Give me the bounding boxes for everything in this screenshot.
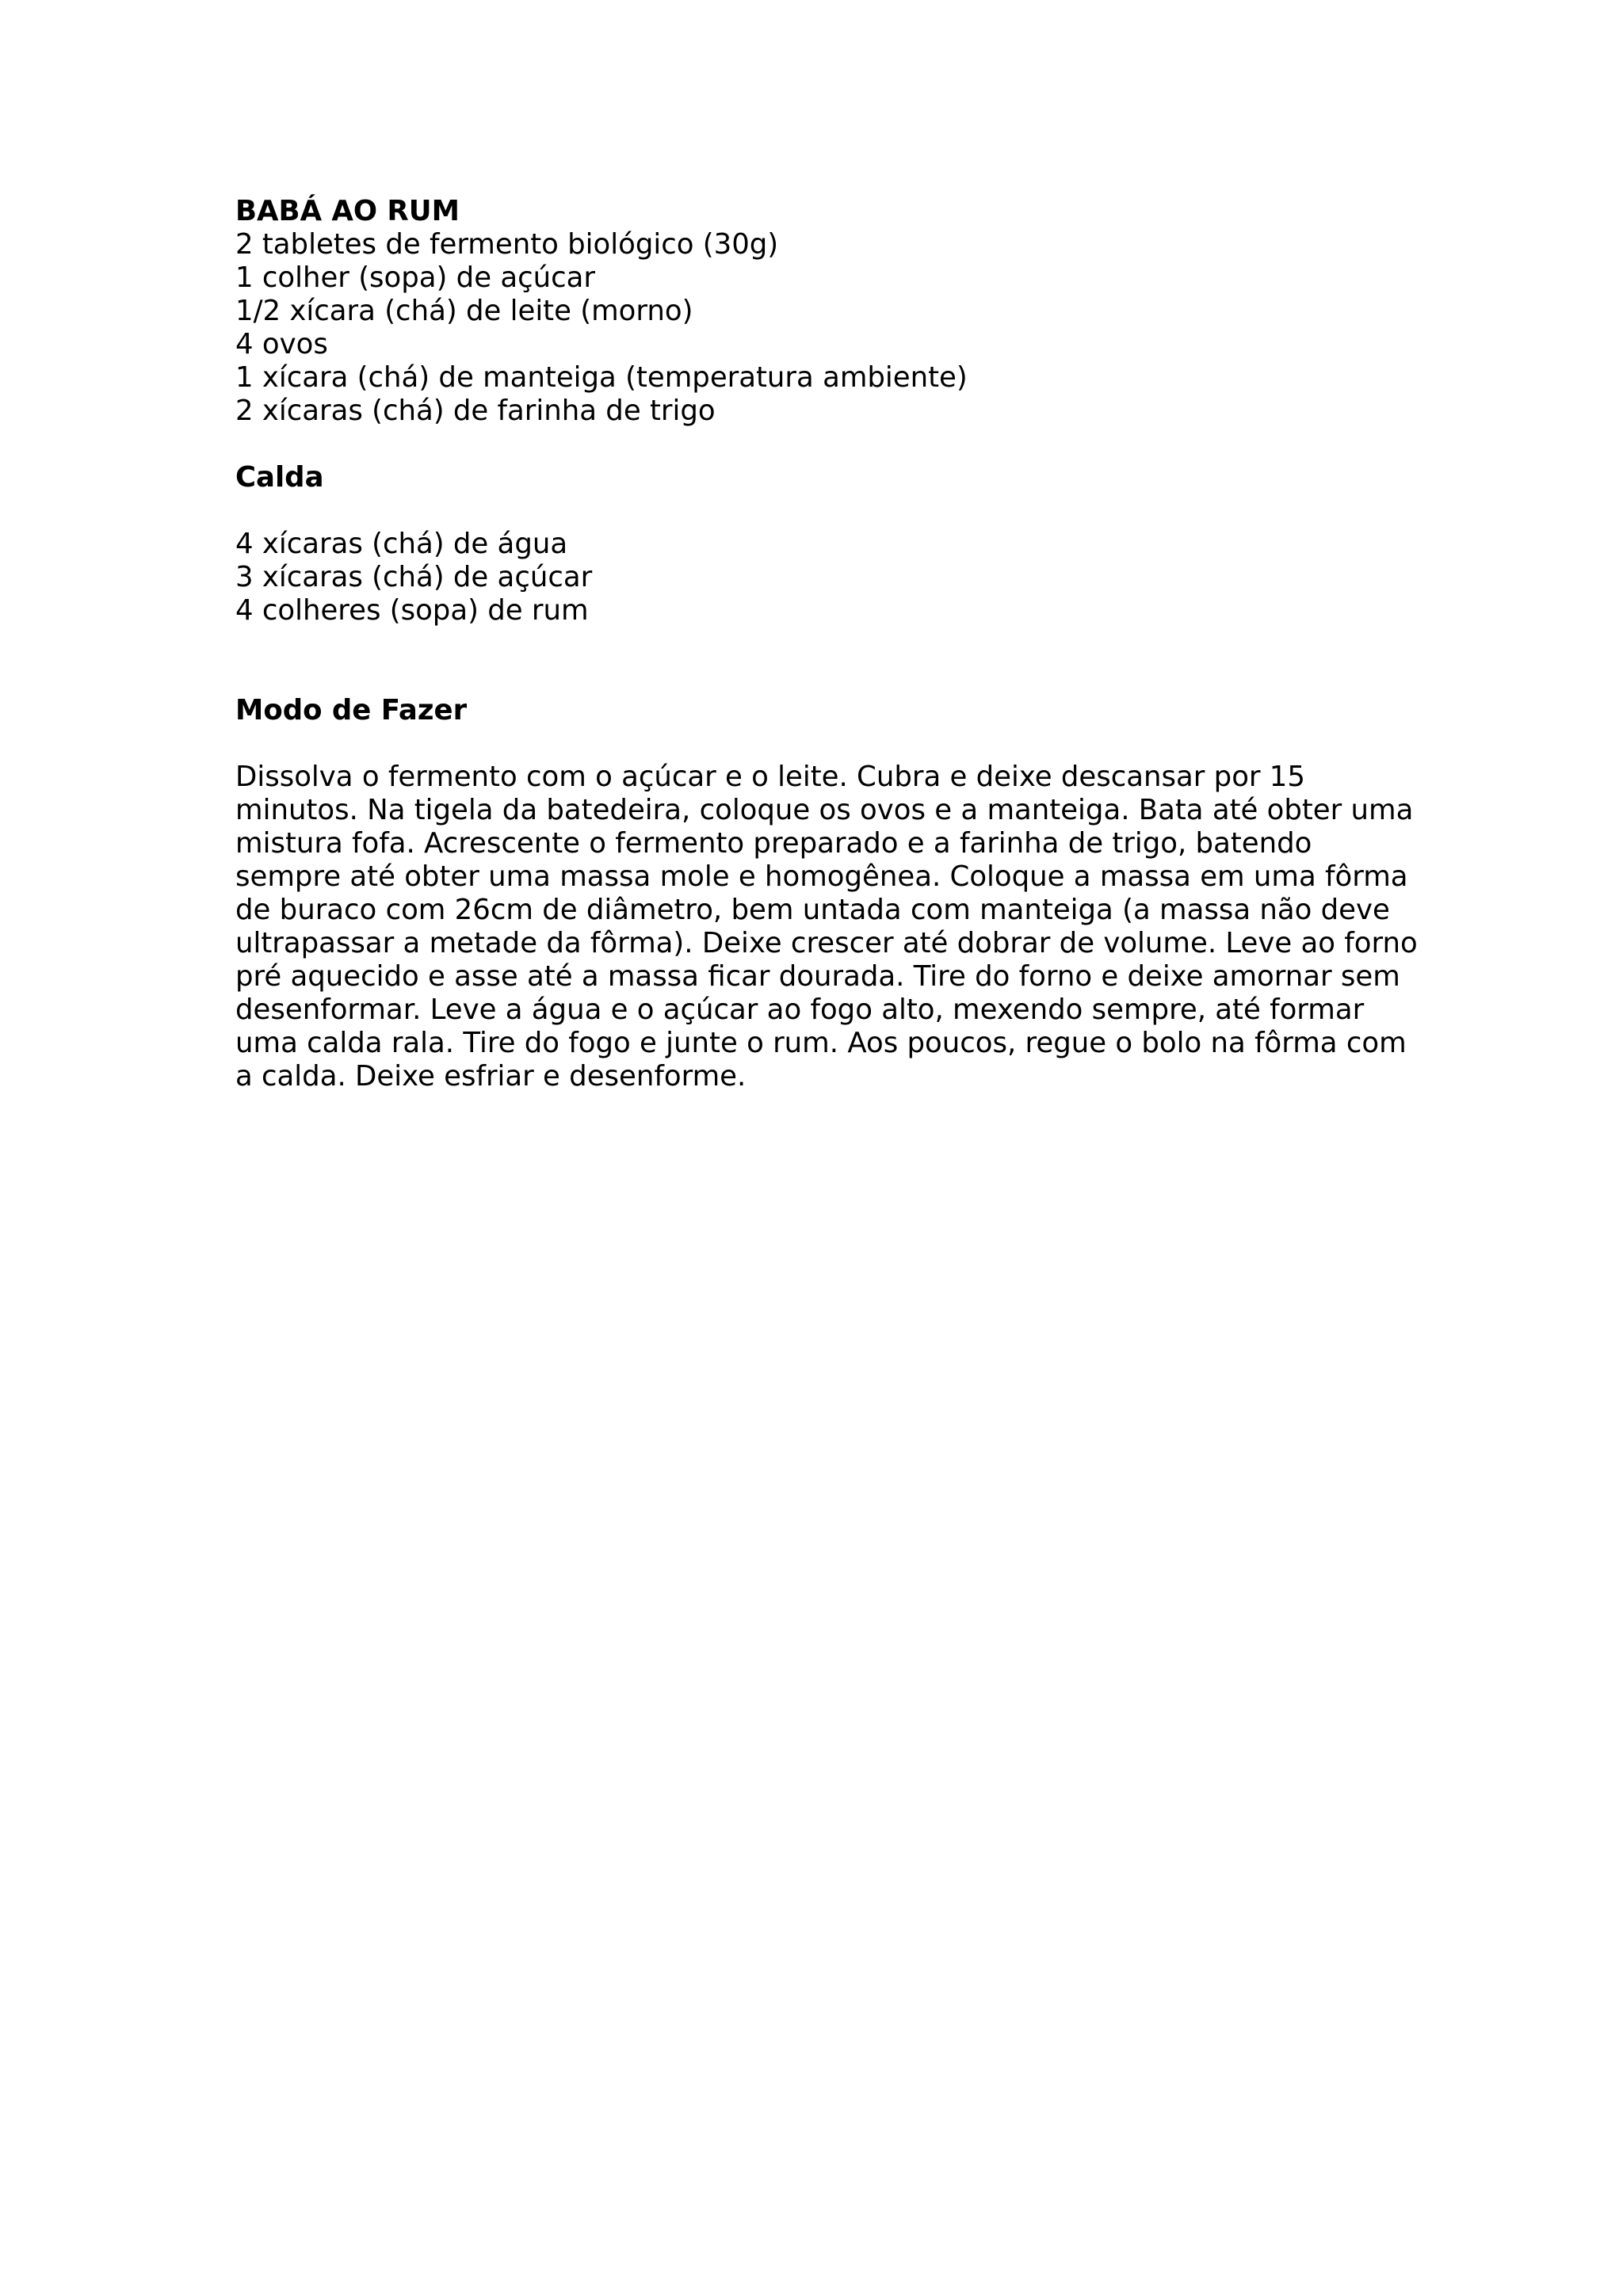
spacer [235, 727, 1424, 761]
ingredient-item: 2 xícaras (chá) de farinha de trigo [235, 395, 716, 427]
method-line: de buraco com 26cm de diâmetro, bem untada com manteiga (a massa não deve [235, 894, 1390, 926]
calda-title: Calda [235, 461, 324, 494]
calda-ingredient-list [235, 528, 1424, 627]
method-title: Modo de Fazer [235, 694, 468, 727]
method-line: minutos. Na tigela da batedeira, coloque os ovos e a manteiga. Bata até obter uma [235, 794, 1414, 826]
method-line: pré aquecido e asse até a massa ficar dourada. Tire do forno e deixe amornar sem [235, 960, 1400, 993]
calda-ingredient-item: 3 xícaras (chá) de açúcar [235, 561, 593, 593]
calda-ingredient-item: 4 colheres (sopa) de rum [235, 594, 589, 627]
method-line: sempre até obter uma massa mole e homogênea. Coloque a massa em uma fôrma [235, 860, 1408, 893]
method-line: uma calda rala. Tire do fogo e junte o rum. Aos poucos, regue o bolo na fôrma com [235, 1027, 1407, 1059]
method-line: Dissolva o fermento com o açúcar e o leite. Cubra e deixe descansar por 15 [235, 761, 1305, 793]
spacer [235, 627, 1424, 694]
spacer [235, 494, 1424, 528]
ingredient-item: 2 tabletes de fermento biológico (30g) [235, 228, 779, 261]
calda-ingredient-item: 4 xícaras (chá) de água [235, 528, 568, 560]
recipe-title: BABÁ AO RUM [235, 195, 460, 227]
ingredient-item: 1/2 xícara (chá) de leite (morno) [235, 295, 693, 327]
ingredient-item: 1 xícara (chá) de manteiga (temperatura ambiente) [235, 361, 968, 394]
spacer [235, 428, 1424, 461]
method-line: ultrapassar a metade da fôrma). Deixe crescer até dobrar de volume. Leve ao forno [235, 927, 1418, 959]
method-line: mistura fofa. Acrescente o fermento preparado e a farinha de trigo, batendo [235, 827, 1312, 860]
method-line: desenformar. Leve a água e o açúcar ao fogo alto, mexendo sempre, até formar [235, 994, 1365, 1026]
method-line: a calda. Deixe esfriar e desenforme. [235, 1060, 747, 1093]
ingredient-list [235, 228, 1424, 428]
ingredient-item: 1 colher (sopa) de açúcar [235, 261, 595, 294]
document-page [235, 195, 1424, 1093]
ingredient-item: 4 ovos [235, 328, 328, 360]
method-paragraph [235, 761, 1424, 1093]
